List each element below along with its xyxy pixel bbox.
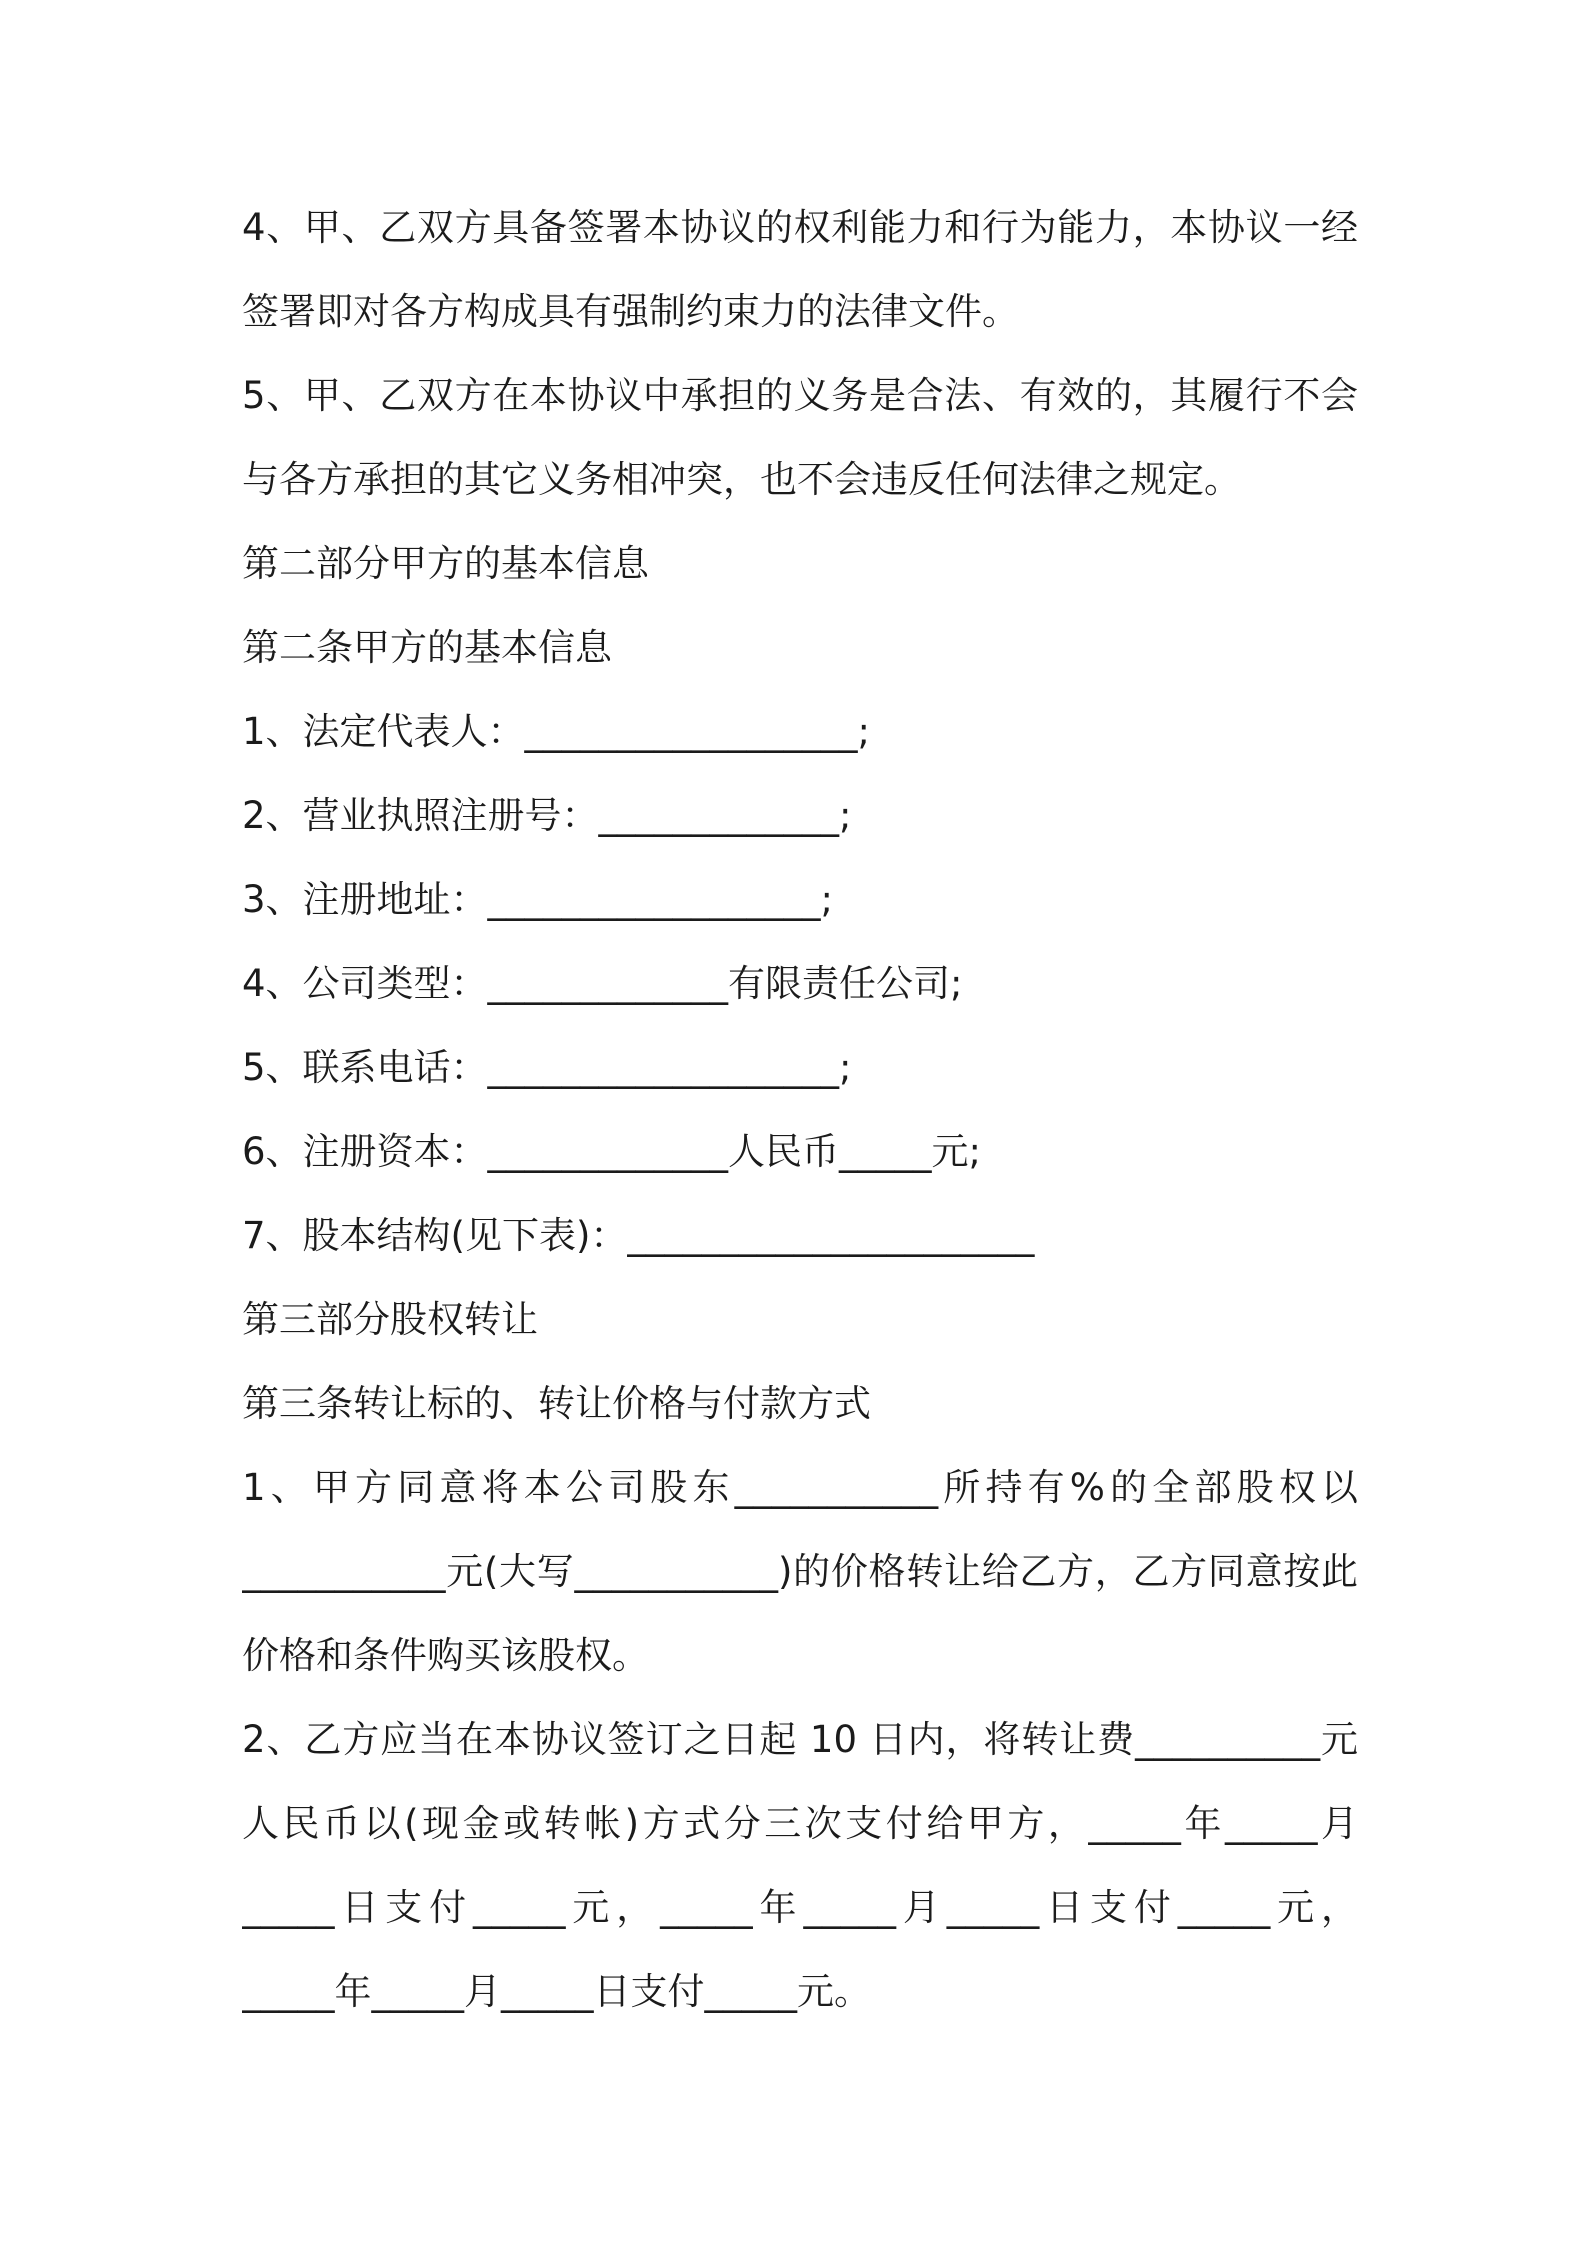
field-share-structure: 7、股本结构(见下表)：______________________ [242,1214,1035,1257]
clause-1-line-3: 价格和条件购买该股权。 [242,1634,649,1677]
field-business-license-number: 2、营业执照注册号：_____________; [242,794,852,837]
clause-2-line-2: 人民币以(现金或转帐)方式分三次支付给甲方，_____年_____月 [242,1802,1358,1845]
term-4-line-2: 签署即对各方构成具有强制约束力的法律文件。 [242,290,1019,333]
field-legal-representative: 1、法定代表人：__________________; [242,710,871,753]
part-three-heading: 第三部分股权转让 [242,1298,538,1341]
clause-2-line-4: _____年_____月_____日支付_____元。 [242,1970,871,2013]
document-body [242,186,1358,2034]
clause-2-line-1: 2、乙方应当在本协议签订之日起 10 日内，将转让费__________元 [242,1718,1358,1761]
article-three-title: 第三条转让标的、转让价格与付款方式 [242,1382,871,1425]
clause-1-line-2: ___________元(大写___________)的价格转让给乙方，乙方同意按此 [242,1550,1358,1593]
field-registered-address: 3、注册地址：__________________; [242,878,834,921]
field-registered-capital: 6、注册资本：_____________人民币_____元; [242,1130,982,1173]
term-5-line-1: 5、甲、乙双方在本协议中承担的义务是合法、有效的，其履行不会 [242,374,1358,417]
term-5-line-2: 与各方承担的其它义务相冲突，也不会违反任何法律之规定。 [242,458,1241,501]
part-two [242,522,1358,1278]
part-two-heading: 第二部分甲方的基本信息 [242,542,649,585]
clause-2-line-3: _____日支付_____元，_____年_____月_____日支付_____元， [242,1886,1358,1929]
field-contact-phone: 5、联系电话：___________________; [242,1046,852,1089]
general-terms [242,186,1358,522]
term-4-line-1: 4、甲、乙双方具备签署本协议的权利能力和行为能力，本协议一经 [242,206,1358,249]
part-three [242,1278,1358,2034]
field-company-type: 4、公司类型：_____________有限责任公司; [242,962,963,1005]
clause-1-line-1: 1、甲方同意将本公司股东___________所持有%的全部股权以 [242,1466,1358,1509]
article-two-title: 第二条甲方的基本信息 [242,626,612,669]
